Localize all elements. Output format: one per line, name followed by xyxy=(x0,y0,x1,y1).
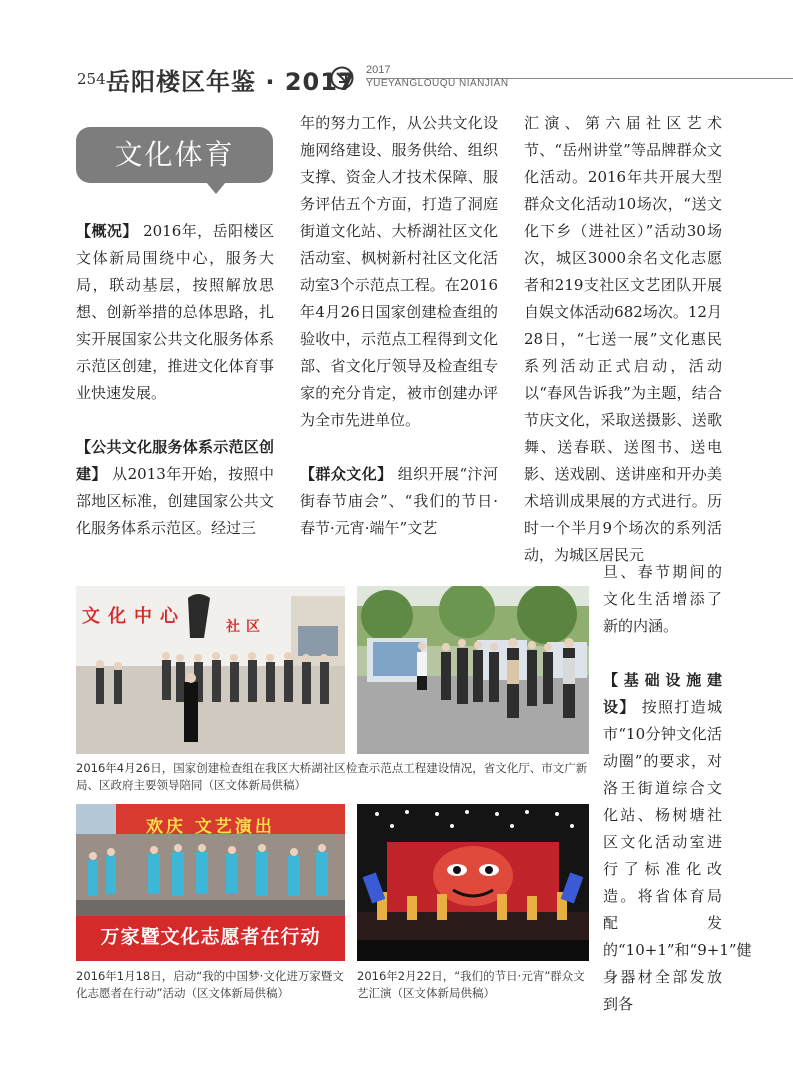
mass-culture-text-tail: 旦、春节期间的文化生活增添了新的内涵。 xyxy=(603,563,722,635)
demo-zone-text: 从2013年开始，按照中部地区标准，创建国家公共文化服务体系示范区。经过三 xyxy=(76,465,274,537)
photo-lantern-show xyxy=(357,804,589,961)
caption-lantern: 2016年2月22日，“我们的节日·元宵”群众文艺汇演（区文体新局供稿） xyxy=(357,969,585,1000)
heading-infrastructure: 【基础设施建设】 xyxy=(603,671,722,716)
photo-inspection-indoor xyxy=(76,586,345,754)
demo-zone-text-cont: 年的努力工作，从公共文化设施网络建设、服务供给、组织支撑、资金人才技术保障、服务评估五个方面，打造了洞庭街道文化站、大桥湖社区文化活动室、枫树新村社区文化活动室3个示范点工程。在2016年4月26日国家创建检查组的验收中，示范点工程得到文化部、省文化厅领导及检查组专家的充分肯定，被市创建办评为全市先进单位。 xyxy=(300,114,498,429)
heading-mass-culture: 【群众文化】 xyxy=(300,465,393,483)
header-year: 2017 xyxy=(366,64,391,76)
caption-inspection: 2016年4月26日，国家创建检查组在我区大桥湖社区检查示范点工程建设情况，省文化厅、市文广新局、区政府主要领导陪同（区文体新局供稿） xyxy=(76,761,588,792)
text-column-3 xyxy=(524,110,722,569)
mass-culture-text-cont: 汇演、第六届社区艺术节、“岳州讲堂”等品牌群众文化活动。2016年共开展大型群众文化活动10场次，“送文化下乡（进社区）”活动30场次，城区3000余名文化志愿者和219支社区文艺团队开展自娱文体活动682场次。12月28日，“七送一展”文化惠民系列活动正式启动，活动以“春风告诉我”为主题，结合节庆文化，采取送摄影、送歌舞、送春联、送图书、送电影、送戏剧、送讲座和开办美术培训成果展的方式进行。历时一个半月9个场次的系列活动，为城区居民元 xyxy=(524,114,722,564)
photo-banner-top: 欢庆 文艺演出 xyxy=(146,817,275,837)
heading-overview: 【概况】 xyxy=(76,222,138,240)
photo-banner-bottom: 万家暨文化志愿者在行动 xyxy=(100,926,321,948)
paragraph-infrastructure xyxy=(603,667,752,1018)
section-title: 文化体育 xyxy=(114,138,235,171)
page-number: 254 xyxy=(77,70,106,88)
section-badge-tail xyxy=(206,182,226,194)
text-column-3-narrow xyxy=(603,559,752,1018)
photo-lantern-show-art xyxy=(357,804,589,961)
text-column-2 xyxy=(300,110,498,542)
text-column-1 xyxy=(76,218,274,542)
header-pinyin: YUEYANGLOUQU NIANJIAN xyxy=(366,78,509,89)
photo-inspection-outdoor xyxy=(357,586,589,754)
paragraph-demo-zone xyxy=(76,434,274,542)
paragraph-overview xyxy=(76,218,274,407)
photo-volunteer-performance xyxy=(76,804,345,961)
paragraph-mass-culture xyxy=(300,461,498,542)
photo-banner-culture-center: 文化中心 xyxy=(82,606,186,627)
overview-text: 2016年，岳阳楼区文体新局围绕中心，服务大局，联动基层，按照解放思想、创新举措的总体思路，扎实开展国家公共文化服务体系示范区创建，推进文化体育事业快速发展。 xyxy=(76,222,274,402)
book-title: 岳阳楼区年鉴 · 2017 xyxy=(106,68,356,96)
infrastructure-text: 按照打造城市“10分钟文化活动圈”的要求，对洛王街道综合文化站、杨树塘社区文化活动室进行了标准化改造。将省体育局配发的“10+1”和“9+1”健身器材全部发放到各 xyxy=(603,698,752,1013)
caption-volunteer: 2016年1月18日，启动“我的中国梦·文化进万家暨文化志愿者在行动”活动（区文体新局供稿） xyxy=(76,969,344,1000)
photo-inspection-outdoor-art xyxy=(357,586,589,754)
circle-arrow-icon xyxy=(330,66,354,90)
photo-banner-community: 社区 xyxy=(226,619,266,635)
mass-culture-text: 组织开展“汴河街春节庙会”、“我们的节日·春节·元宵·端午”文艺 xyxy=(300,465,498,537)
heading-demo-zone: 【公共文化服务体系示范区创建】 xyxy=(76,438,274,483)
